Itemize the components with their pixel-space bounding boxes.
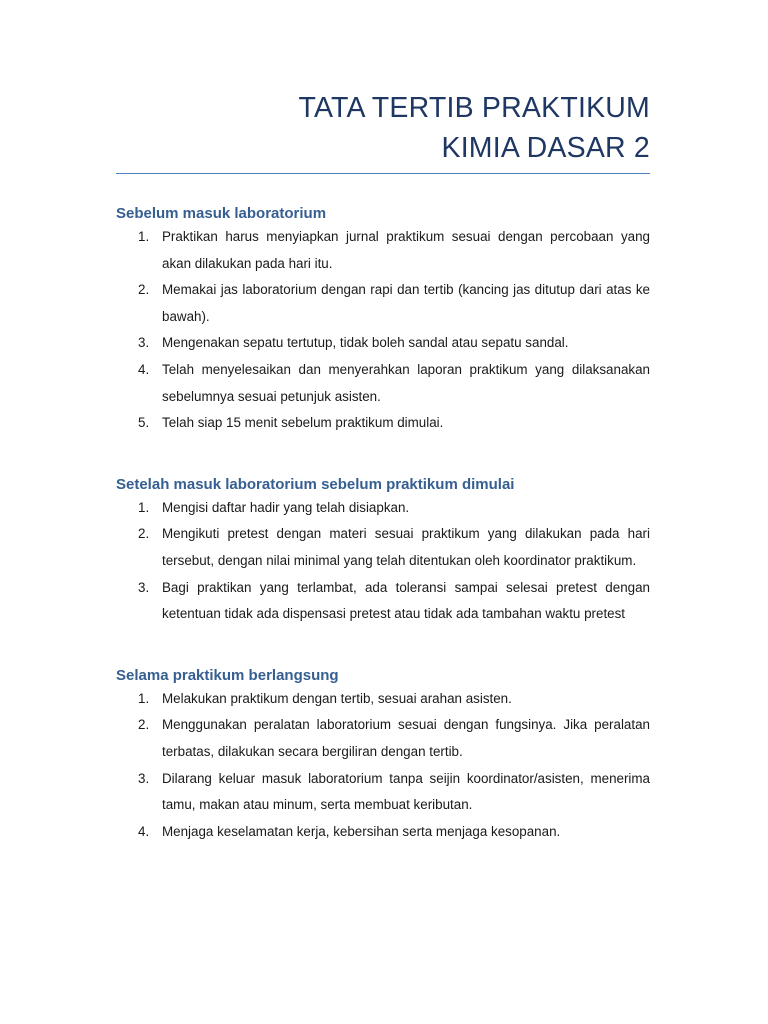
list-text: Mengikuti pretest dengan materi sesuai praktikum yang dilakukan pada hari tersebut, dengan nilai minimal yang telah ditentukan oleh koordinator praktikum. xyxy=(162,526,650,568)
list-item xyxy=(116,277,650,330)
list-item xyxy=(116,224,650,277)
list-item xyxy=(116,410,650,437)
list-text: Bagi praktikan yang terlambat, ada toleransi sampai selesai pretest dengan ketentuan tidak ada dispensasi pretest atau tidak ada tambahan waktu pretest xyxy=(162,579,650,622)
list-number: 2. xyxy=(138,717,150,733)
list-number: 2. xyxy=(138,526,150,542)
list-item xyxy=(116,712,650,765)
section-before-entering-lab xyxy=(116,204,650,437)
section-heading: Sebelum masuk laboratorium xyxy=(116,205,327,222)
list-number: 4. xyxy=(138,361,150,377)
list-item xyxy=(116,766,650,819)
document-title xyxy=(116,88,650,168)
list-number: 3. xyxy=(138,335,150,351)
list-number: 3. xyxy=(138,579,150,595)
list-number: 4. xyxy=(138,823,150,839)
list-number: 2. xyxy=(138,282,150,298)
rules-list xyxy=(116,686,650,846)
list-text: Telah siap 15 menit sebelum praktikum dimulai. xyxy=(162,415,444,431)
list-text: Telah menyelesaikan dan menyerahkan laporan praktikum yang dilaksanakan sebelumnya sesuai petunjuk asisten. xyxy=(162,361,650,404)
list-item xyxy=(116,330,650,357)
list-number: 1. xyxy=(138,690,150,706)
list-text: Praktikan harus menyiapkan jurnal praktikum sesuai dengan percobaan yang akan dilakukan pada hari itu. xyxy=(162,229,650,271)
rules-list xyxy=(116,495,650,628)
list-text: Dilarang keluar masuk laboratorium tanpa seijin koordinator/asisten, menerima tamu, makan atau minum, serta membuat keributan. xyxy=(162,770,650,813)
list-text: Menggunakan peralatan laboratorium sesuai dengan fungsinya. Jika peralatan terbatas, dilakukan secara bergiliran dengan tertib. xyxy=(162,717,650,759)
list-item xyxy=(116,819,650,846)
list-item xyxy=(116,495,650,522)
section-during-practicum xyxy=(116,666,650,846)
list-text: Mengenakan sepatu tertutup, tidak boleh sandal atau sepatu sandal. xyxy=(162,335,569,351)
list-item xyxy=(116,357,650,410)
section-heading: Selama praktikum berlangsung xyxy=(116,666,339,684)
list-text: Menjaga keselamatan kerja, kebersihan serta menjaga kesopanan. xyxy=(162,823,561,839)
list-item xyxy=(116,686,650,713)
list-item xyxy=(116,575,650,628)
list-item xyxy=(116,521,650,574)
list-number: 5. xyxy=(138,415,150,431)
document-page xyxy=(116,0,650,845)
title-divider xyxy=(116,173,650,174)
title-line-1: TATA TERTIB PRAKTIKUM xyxy=(298,92,650,124)
list-number: 1. xyxy=(138,499,150,515)
list-text: Melakukan praktikum dengan tertib, sesuai arahan asisten. xyxy=(162,690,512,706)
rules-list xyxy=(116,224,650,437)
list-text: Mengisi daftar hadir yang telah disiapkan. xyxy=(162,499,410,515)
list-text: Memakai jas laboratorium dengan rapi dan tertib (kancing jas ditutup dari atas ke bawah). xyxy=(162,282,650,324)
list-number: 1. xyxy=(138,229,150,244)
title-line-2: KIMIA DASAR 2 xyxy=(441,132,650,164)
section-heading: Setelah masuk laboratorium sebelum praktikum dimulai xyxy=(116,475,515,493)
list-number: 3. xyxy=(138,770,150,786)
section-after-entering-lab xyxy=(116,475,650,628)
